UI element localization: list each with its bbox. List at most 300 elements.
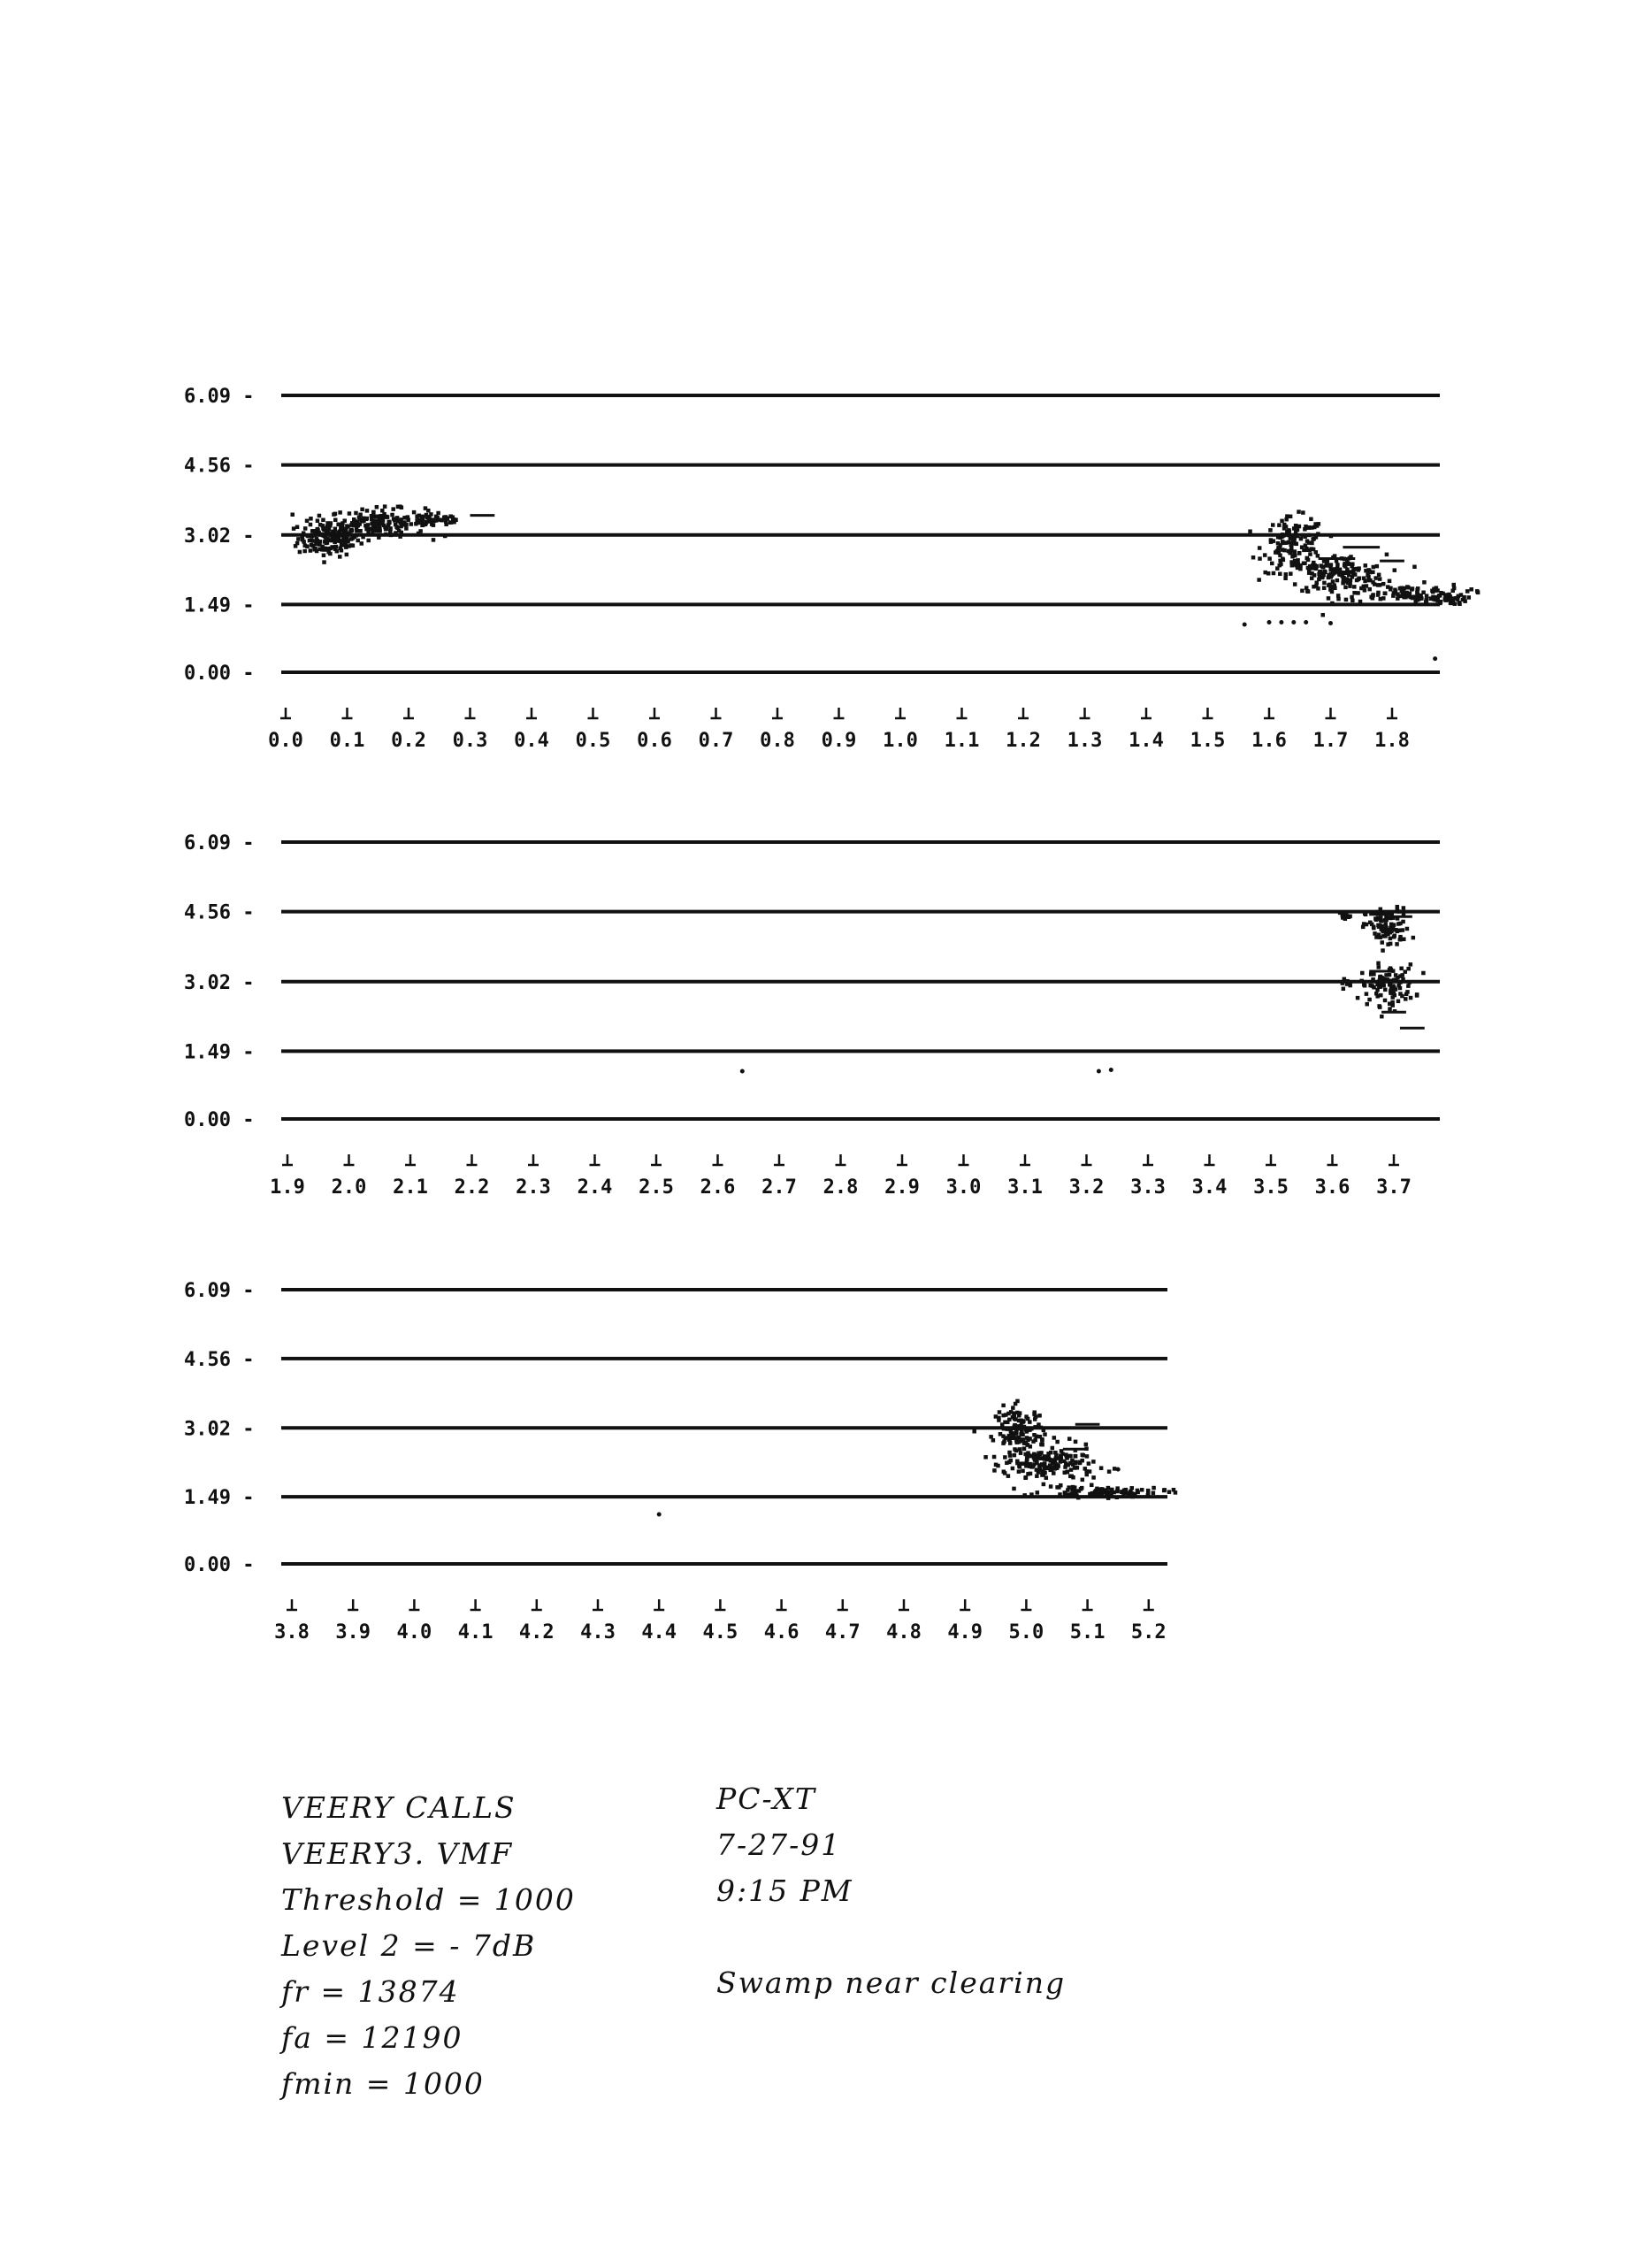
x-tick-label: 1.0 — [883, 730, 918, 752]
data-point — [1398, 586, 1403, 591]
data-point — [370, 514, 374, 518]
data-point — [1033, 1457, 1037, 1461]
data-point — [1272, 539, 1276, 543]
data-point — [1463, 599, 1467, 603]
data-point — [1304, 525, 1308, 529]
data-point — [366, 539, 371, 543]
data-point — [1395, 942, 1399, 946]
x-tick-label: 0.1 — [329, 730, 365, 752]
data-point — [378, 524, 382, 528]
data-point — [1298, 567, 1303, 571]
data-point — [1412, 565, 1417, 570]
data-point — [334, 545, 339, 549]
data-point — [1391, 927, 1396, 931]
data-point — [1435, 588, 1440, 593]
data-point — [1467, 595, 1472, 600]
data-point — [1243, 623, 1247, 627]
x-tick-label: 0.6 — [637, 730, 672, 752]
data-point — [322, 560, 326, 564]
data-point — [1437, 594, 1442, 598]
data-point — [318, 533, 322, 537]
data-point — [327, 523, 332, 527]
data-point — [1362, 576, 1366, 580]
note-date: 7-27-91 — [716, 1827, 842, 1862]
x-tick-label: 2.6 — [700, 1176, 736, 1199]
y-tick-label: 0.00 - — [184, 1554, 255, 1576]
data-point — [1356, 996, 1360, 1000]
y-tick-label: 6.09 - — [184, 1280, 255, 1302]
data-point — [1431, 595, 1435, 600]
x-tick-label: 2.7 — [761, 1176, 797, 1199]
data-point — [391, 507, 395, 511]
data-point — [1305, 548, 1310, 552]
data-point — [1257, 578, 1261, 582]
x-tick-label: 1.6 — [1251, 730, 1287, 752]
data-point — [1025, 1454, 1029, 1459]
data-point — [432, 538, 436, 542]
data-point — [290, 512, 295, 517]
note-computer: PC-XT — [716, 1781, 816, 1816]
data-point — [295, 525, 300, 530]
data-point — [1433, 656, 1437, 661]
data-point — [1172, 1488, 1176, 1492]
data-point — [1146, 1489, 1151, 1493]
y-tick-label: 0.00 - — [184, 1109, 255, 1131]
data-point — [1282, 523, 1287, 527]
y-tick-label: 4.56 - — [184, 901, 255, 924]
data-point — [1049, 1484, 1053, 1489]
data-point — [1419, 596, 1424, 601]
data-point — [1304, 543, 1308, 548]
note-threshold: Threshold = 1000 — [281, 1882, 576, 1917]
data-point — [347, 544, 351, 548]
data-point — [1301, 510, 1305, 515]
data-point — [438, 517, 442, 522]
data-point — [404, 526, 409, 531]
data-point — [1263, 571, 1267, 575]
data-point — [1336, 594, 1341, 598]
data-point — [1280, 519, 1284, 524]
y-tick-label: 1.49 - — [184, 594, 255, 617]
data-point — [1406, 984, 1411, 988]
data-point — [1292, 537, 1297, 541]
data-point — [1422, 580, 1427, 585]
data-point — [340, 521, 345, 525]
x-tick-label: 1.8 — [1374, 730, 1410, 752]
x-tick-label: 4.2 — [518, 1621, 555, 1644]
data-point — [1294, 529, 1298, 533]
data-point — [1383, 929, 1388, 933]
data-point — [1458, 601, 1462, 605]
data-point — [1284, 572, 1289, 577]
data-point — [389, 533, 394, 538]
data-point — [1367, 998, 1372, 1002]
data-point — [1335, 563, 1340, 567]
data-point — [365, 509, 370, 513]
data-point — [1109, 1068, 1113, 1072]
data-point — [1297, 562, 1301, 566]
data-point — [1059, 1460, 1063, 1464]
x-tick-label: 1.9 — [270, 1176, 305, 1199]
data-point — [359, 541, 363, 546]
data-point — [1375, 564, 1380, 569]
data-point — [1043, 1432, 1047, 1437]
data-point — [1052, 1466, 1056, 1470]
data-point — [384, 527, 388, 532]
chart-panel-2 — [184, 832, 1440, 1199]
data-point — [1328, 572, 1333, 577]
data-point — [1097, 1069, 1101, 1074]
data-point — [1450, 597, 1454, 601]
data-point — [1291, 620, 1296, 624]
data-point — [1365, 992, 1369, 996]
data-point — [325, 538, 329, 542]
data-point — [1402, 906, 1406, 910]
data-point — [378, 529, 382, 533]
data-point — [1381, 582, 1386, 586]
data-point — [1037, 1466, 1042, 1470]
data-point — [1107, 1469, 1112, 1474]
data-point — [430, 520, 434, 525]
data-point — [1415, 993, 1419, 998]
data-point — [1308, 552, 1312, 556]
data-point — [1287, 530, 1291, 534]
data-point — [1277, 523, 1282, 527]
data-point — [1396, 1000, 1401, 1004]
data-point — [1452, 583, 1457, 587]
data-point — [1037, 1422, 1041, 1427]
data-point — [1099, 1487, 1104, 1491]
data-point — [383, 504, 387, 509]
data-point — [1299, 537, 1304, 541]
x-tick-label: 2.5 — [639, 1176, 674, 1199]
data-point — [366, 523, 371, 527]
data-point — [417, 532, 421, 536]
data-point — [311, 529, 316, 533]
data-point — [1013, 1447, 1017, 1452]
data-point — [1285, 514, 1289, 518]
data-point — [1279, 620, 1283, 624]
data-point — [1152, 1486, 1156, 1490]
data-point — [1006, 1474, 1011, 1478]
data-point — [1009, 1459, 1014, 1463]
data-point — [1416, 598, 1420, 602]
data-point — [1363, 912, 1367, 916]
data-point — [997, 1416, 1001, 1421]
data-point — [1368, 571, 1373, 575]
data-point — [1394, 973, 1398, 977]
data-point — [1021, 1437, 1025, 1442]
data-point — [1001, 1414, 1006, 1418]
data-point — [387, 520, 392, 525]
data-point — [354, 511, 358, 516]
data-point — [364, 527, 369, 532]
data-point — [1083, 1467, 1088, 1471]
data-point — [420, 517, 425, 521]
data-point — [333, 518, 338, 523]
data-point — [1297, 551, 1302, 556]
x-tick-label: 4.5 — [702, 1621, 738, 1644]
note-location: Swamp near clearing — [716, 1965, 1067, 2000]
data-point — [393, 518, 397, 523]
data-point — [1275, 566, 1280, 571]
data-point — [1293, 582, 1297, 586]
data-point — [1088, 1469, 1092, 1474]
data-point — [1076, 1496, 1081, 1500]
data-point — [313, 533, 318, 538]
data-point — [372, 528, 377, 533]
data-point — [1307, 533, 1312, 538]
data-point — [365, 517, 370, 521]
data-point — [1012, 1414, 1016, 1418]
data-point — [328, 552, 333, 556]
data-point — [1015, 1411, 1020, 1415]
data-point — [1267, 620, 1272, 624]
x-tick-label: 3.2 — [1068, 1176, 1105, 1199]
data-point — [1398, 992, 1403, 996]
data-point — [1385, 553, 1389, 557]
data-point — [1325, 561, 1329, 565]
data-point — [1379, 597, 1383, 601]
data-point — [310, 539, 315, 543]
data-point — [1345, 571, 1350, 575]
data-point — [992, 1468, 997, 1473]
data-point — [1370, 923, 1374, 927]
data-point — [1408, 980, 1412, 985]
data-point — [1312, 525, 1317, 530]
data-point — [390, 513, 394, 517]
data-point — [972, 1429, 976, 1434]
data-point — [339, 547, 343, 551]
y-tick-label: 6.09 - — [184, 386, 255, 408]
data-point — [1350, 599, 1355, 603]
x-tick-label: 4.6 — [763, 1621, 800, 1644]
data-point — [1018, 1462, 1022, 1467]
data-point — [1355, 578, 1359, 583]
data-point — [1397, 929, 1402, 933]
data-point — [1067, 1437, 1072, 1441]
data-point — [1388, 1007, 1392, 1011]
data-point — [1029, 1472, 1033, 1476]
note-level: Level 2 = - 7dB — [281, 1928, 537, 1963]
data-point — [1327, 596, 1331, 601]
data-point — [1248, 529, 1252, 533]
x-tick-label: 1.5 — [1190, 730, 1226, 752]
data-point — [1301, 533, 1305, 538]
data-point — [1013, 1424, 1017, 1429]
data-point — [1122, 1489, 1127, 1493]
data-point — [989, 1435, 993, 1439]
data-point — [1383, 999, 1388, 1003]
data-point — [1130, 1486, 1135, 1490]
data-point — [399, 525, 403, 529]
data-point — [1152, 1491, 1156, 1496]
data-point — [315, 527, 319, 532]
data-point — [429, 512, 433, 517]
data-point — [1268, 528, 1273, 533]
data-point — [1167, 1490, 1172, 1494]
data-point — [1381, 982, 1385, 986]
data-point — [342, 533, 347, 537]
data-point — [1297, 525, 1302, 529]
data-point — [1017, 1469, 1021, 1474]
data-point — [1410, 587, 1414, 592]
data-point — [1127, 1494, 1131, 1498]
data-point — [1003, 1421, 1007, 1425]
data-point — [1345, 559, 1350, 563]
data-point — [1046, 1455, 1051, 1460]
x-tick-label: 1.4 — [1129, 730, 1164, 752]
data-point — [1406, 967, 1411, 971]
x-tick-label: 0.9 — [821, 730, 857, 752]
data-point — [1013, 1453, 1017, 1458]
data-point — [1031, 1439, 1036, 1444]
data-point — [1336, 569, 1341, 573]
data-point — [1084, 1443, 1089, 1447]
data-point — [1398, 986, 1403, 991]
data-point — [402, 520, 407, 525]
data-point — [1373, 931, 1377, 936]
data-point — [309, 523, 313, 527]
data-point — [1365, 584, 1369, 588]
data-point — [356, 539, 360, 543]
data-point — [1055, 1440, 1060, 1444]
data-point — [355, 529, 359, 533]
data-point — [1043, 1471, 1047, 1475]
x-tick-label: 0.5 — [575, 730, 611, 752]
data-point — [1081, 1478, 1085, 1483]
data-point — [1390, 988, 1395, 992]
y-tick-label: 0.00 - — [184, 663, 255, 685]
data-point — [1288, 550, 1292, 555]
data-point — [1282, 541, 1286, 546]
data-point — [1408, 592, 1412, 596]
data-point — [1399, 967, 1404, 971]
data-point — [1438, 601, 1442, 606]
data-point — [1305, 589, 1310, 594]
data-point — [1421, 971, 1426, 976]
data-point — [1295, 542, 1299, 547]
data-point — [1287, 533, 1291, 538]
data-point — [353, 535, 357, 540]
data-point — [1373, 576, 1378, 580]
data-point — [1068, 1454, 1073, 1459]
data-point — [1043, 1461, 1047, 1466]
data-point — [1081, 1453, 1085, 1458]
data-point — [1282, 526, 1287, 531]
data-point — [1267, 556, 1272, 561]
data-point — [322, 554, 326, 558]
data-point — [374, 519, 379, 524]
data-point — [382, 512, 386, 517]
data-point — [329, 547, 333, 551]
data-point — [1405, 990, 1410, 994]
data-point — [1090, 1494, 1094, 1498]
data-point — [1063, 1470, 1067, 1475]
x-tick-label: 1.7 — [1312, 730, 1349, 752]
data-point — [398, 534, 402, 539]
data-point — [1372, 565, 1376, 570]
x-tick-label: 3.5 — [1253, 1176, 1289, 1199]
data-point — [1312, 585, 1316, 589]
data-point — [1069, 1475, 1074, 1479]
data-point — [1412, 936, 1416, 940]
data-point — [1391, 984, 1396, 988]
data-point — [443, 534, 448, 539]
data-point — [1024, 1442, 1029, 1446]
data-point — [1398, 974, 1403, 978]
data-point — [998, 1432, 1003, 1437]
data-point — [1032, 1412, 1037, 1416]
data-point — [302, 549, 307, 554]
data-point — [358, 529, 363, 533]
data-point — [348, 511, 352, 516]
data-point — [1080, 1459, 1084, 1463]
data-point — [1396, 909, 1401, 914]
y-tick-label: 6.09 - — [184, 832, 255, 854]
data-point — [1091, 1475, 1096, 1480]
data-point — [352, 517, 356, 522]
data-point — [1329, 563, 1334, 567]
data-point — [1408, 595, 1412, 600]
data-point — [1381, 948, 1385, 953]
data-point — [1345, 980, 1350, 985]
y-tick-label: 3.02 - — [184, 1418, 255, 1441]
data-point — [1098, 1492, 1102, 1497]
data-point — [1330, 601, 1335, 606]
data-point — [1014, 1417, 1018, 1421]
data-point — [409, 522, 414, 526]
data-point — [1272, 571, 1276, 576]
data-point — [1005, 1461, 1009, 1466]
data-point — [1379, 908, 1383, 912]
data-point — [380, 509, 385, 513]
data-point — [1051, 1446, 1055, 1451]
data-point — [1373, 582, 1377, 586]
data-point — [1415, 591, 1419, 595]
data-point — [1352, 585, 1357, 589]
x-tick-label: 4.4 — [641, 1621, 677, 1644]
data-point — [1321, 565, 1326, 570]
data-point — [1313, 550, 1318, 555]
data-point — [1038, 1435, 1043, 1439]
data-point — [1335, 578, 1340, 583]
data-point — [1378, 583, 1382, 587]
recording-notes-right — [716, 1776, 1066, 2006]
x-tick-label: 1.2 — [1006, 730, 1041, 752]
data-point — [1405, 585, 1410, 589]
data-point — [305, 519, 310, 524]
data-point — [1456, 597, 1460, 601]
data-point — [1390, 995, 1395, 1000]
data-point — [1136, 1490, 1140, 1495]
data-point — [1329, 534, 1334, 539]
x-tick-label: 5.2 — [1130, 1621, 1167, 1644]
data-point — [318, 523, 323, 527]
data-point — [1162, 1489, 1167, 1493]
x-tick-label: 0.3 — [452, 730, 488, 752]
data-point — [1282, 558, 1286, 563]
x-tick-label: 2.1 — [393, 1176, 428, 1199]
x-tick-label: 4.8 — [886, 1621, 922, 1644]
data-point — [1021, 1469, 1025, 1474]
data-point — [343, 541, 348, 546]
data-point — [1063, 1494, 1067, 1498]
data-point — [1331, 586, 1335, 590]
chart-panel-1 — [184, 386, 1480, 752]
data-point — [1312, 565, 1317, 570]
data-point — [377, 535, 381, 540]
